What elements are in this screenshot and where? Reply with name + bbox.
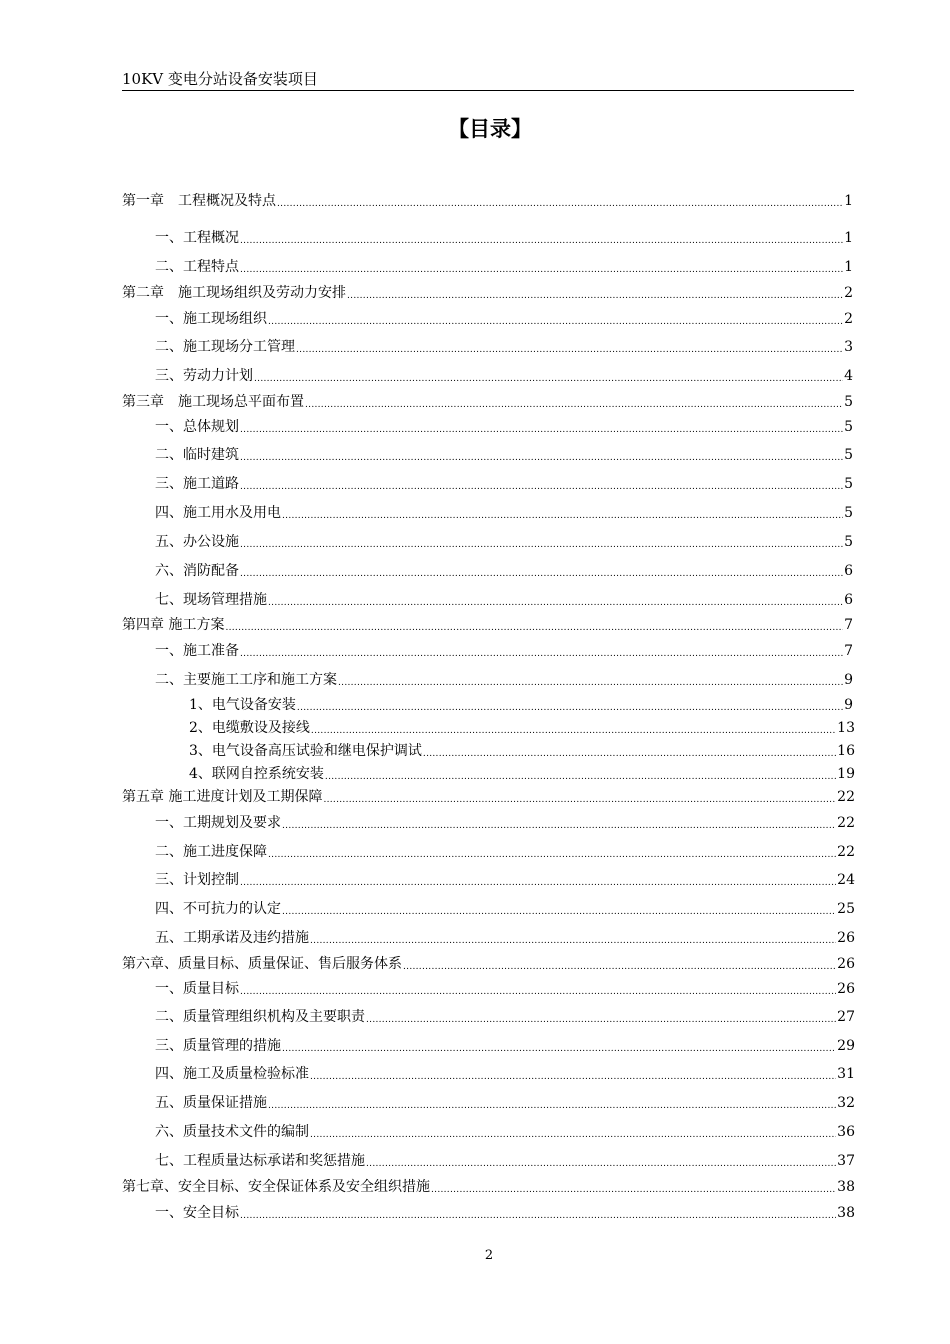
- toc-entry-page-number: 5: [844, 476, 853, 492]
- toc-entry[interactable]: [122, 191, 853, 211]
- toc-entry-page-number: 29: [837, 1038, 855, 1054]
- toc-dot-leader: [240, 451, 843, 465]
- toc-dot-leader: [431, 1183, 836, 1197]
- toc-dot-leader: [310, 1128, 836, 1142]
- toc-dot-leader: [240, 647, 843, 661]
- toc-entry-label: 一、工期规划及要求: [155, 815, 281, 831]
- toc-dot-leader: [296, 343, 843, 357]
- toc-entry[interactable]: [155, 813, 855, 833]
- toc-entry-page-number: 5: [844, 394, 853, 410]
- toc-entry-page-number: 22: [837, 844, 855, 860]
- toc-entry-page-number: 26: [837, 956, 855, 972]
- toc-entry-label: 五、工期承诺及违约措施: [155, 930, 309, 946]
- toc-entry-label: 四、施工及质量检验标准: [155, 1066, 309, 1082]
- toc-entry[interactable]: [155, 1151, 855, 1171]
- toc-entry[interactable]: [155, 842, 855, 862]
- toc-dot-leader: [268, 315, 843, 329]
- toc-entry-page-number: 22: [837, 815, 855, 831]
- toc-entry-label: 三、劳动力计划: [155, 368, 253, 384]
- toc-entry-label: 3、电气设备高压试验和继电保护调试: [189, 743, 422, 759]
- toc-entry[interactable]: [122, 392, 853, 412]
- toc-dot-leader: [282, 509, 843, 523]
- toc-entry-label: 二、施工进度保障: [155, 844, 267, 860]
- toc-entry[interactable]: [155, 870, 855, 890]
- toc-entry-label: 四、不可抗力的认定: [155, 901, 281, 917]
- toc-entry-page-number: 38: [837, 1205, 855, 1221]
- toc-entry-label: 一、安全目标: [155, 1205, 239, 1221]
- toc-entry-page-number: 9: [844, 697, 853, 713]
- toc-entry-page-number: 13: [837, 720, 855, 736]
- toc-entry[interactable]: [122, 954, 855, 974]
- toc-entry[interactable]: [155, 366, 853, 386]
- toc-dot-leader: [240, 263, 843, 277]
- toc-entry-page-number: 32: [837, 1095, 855, 1111]
- toc-entry-page-number: 4: [844, 368, 853, 384]
- toc-dot-leader: [347, 289, 843, 303]
- toc-entry-label: 六、消防配备: [155, 563, 239, 579]
- toc-entry-label: 二、工程特点: [155, 259, 239, 275]
- header-title: 10KV 变电分站设备安装项目: [122, 70, 318, 88]
- toc-dot-leader: [305, 398, 843, 412]
- toc-entry-label: 第二章 施工现场组织及劳动力安排: [122, 285, 346, 301]
- toc-dot-leader: [366, 1157, 836, 1171]
- toc-entry-page-number: 16: [837, 743, 855, 759]
- toc-dot-leader: [323, 793, 836, 807]
- toc-entry-label: 七、工程质量达标承诺和奖惩措施: [155, 1153, 365, 1169]
- toc-entry-label: 六、质量技术文件的编制: [155, 1124, 309, 1140]
- toc-entry-page-number: 5: [844, 419, 853, 435]
- toc-entry[interactable]: [189, 695, 853, 715]
- toc-entry-page-number: 22: [837, 789, 855, 805]
- toc-entry-label: 一、总体规划: [155, 419, 239, 435]
- toc-dot-leader: [240, 234, 843, 248]
- toc-entry-page-number: 38: [837, 1179, 855, 1195]
- toc-entry[interactable]: [155, 641, 853, 661]
- toc-entry[interactable]: [155, 1064, 855, 1084]
- toc-entry[interactable]: [189, 741, 855, 761]
- toc-entry-label: 七、现场管理措施: [155, 592, 267, 608]
- toc-entry-page-number: 7: [844, 617, 853, 633]
- header-divider: [122, 90, 854, 91]
- toc-dot-leader: [240, 985, 836, 999]
- toc-entry-page-number: 2: [844, 285, 853, 301]
- toc-dot-leader: [240, 423, 843, 437]
- toc-entry-label: 一、施工现场组织: [155, 311, 267, 327]
- toc-entry-label: 二、施工现场分工管理: [155, 339, 295, 355]
- toc-entry-page-number: 1: [844, 259, 853, 275]
- toc-entry[interactable]: [155, 257, 853, 277]
- toc-entry-label: 三、计划控制: [155, 872, 239, 888]
- toc-entry-page-number: 26: [837, 930, 855, 946]
- toc-dot-leader: [310, 934, 836, 948]
- toc-entry[interactable]: [155, 445, 853, 465]
- toc-entry-label: 五、质量保证措施: [155, 1095, 267, 1111]
- toc-entry[interactable]: [155, 1093, 855, 1113]
- toc-entry-label: 1、电气设备安装: [189, 697, 296, 713]
- toc-dot-leader: [240, 480, 843, 494]
- toc-entry[interactable]: [122, 283, 853, 303]
- toc-entry-page-number: 19: [837, 766, 855, 782]
- toc-dot-leader: [225, 621, 843, 635]
- toc-entry-page-number: 6: [844, 563, 853, 579]
- toc-entry[interactable]: [122, 1177, 855, 1197]
- toc-entry-label: 四、施工用水及用电: [155, 505, 281, 521]
- toc-entry-label: 第三章 施工现场总平面布置: [122, 394, 304, 410]
- toc-entry[interactable]: [155, 1122, 855, 1142]
- toc-entry-page-number: 25: [837, 901, 855, 917]
- toc-entry-page-number: 1: [844, 193, 853, 209]
- toc-entry-page-number: 26: [837, 981, 855, 997]
- toc-entry-label: 第一章 工程概况及特点: [122, 193, 276, 209]
- toc-entry-label: 三、施工道路: [155, 476, 239, 492]
- toc-dot-leader: [240, 876, 836, 890]
- toc-dot-leader: [311, 724, 836, 738]
- toc-entry-page-number: 37: [837, 1153, 855, 1169]
- toc-entry-label: 一、施工准备: [155, 643, 239, 659]
- toc-dot-leader: [366, 1013, 836, 1027]
- toc-dot-leader: [423, 747, 836, 761]
- toc-entry[interactable]: [155, 670, 853, 690]
- toc-entry[interactable]: [155, 1036, 855, 1056]
- toc-dot-leader: [338, 676, 843, 690]
- toc-entry[interactable]: [155, 979, 855, 999]
- toc-entry[interactable]: [122, 615, 853, 635]
- toc-entry[interactable]: [155, 417, 853, 437]
- toc-dot-leader: [240, 567, 843, 581]
- toc-title: 【目录】: [448, 117, 532, 141]
- toc-entry-page-number: 3: [844, 339, 853, 355]
- toc-entry[interactable]: [155, 561, 853, 581]
- toc-entry-page-number: 5: [844, 447, 853, 463]
- toc-dot-leader: [268, 1099, 836, 1113]
- toc-dot-leader: [282, 819, 836, 833]
- toc-dot-leader: [403, 960, 836, 974]
- toc-dot-leader: [268, 596, 843, 610]
- toc-entry[interactable]: [155, 590, 853, 610]
- toc-entry-label: 三、质量管理的措施: [155, 1038, 281, 1054]
- toc-dot-leader: [240, 1209, 836, 1223]
- toc-entry-label: 第七章、安全目标、安全保证体系及安全组织措施: [122, 1179, 430, 1195]
- toc-dot-leader: [310, 1070, 836, 1084]
- toc-entry-label: 4、联网自控系统安装: [189, 766, 324, 782]
- toc-entry-label: 二、临时建筑: [155, 447, 239, 463]
- toc-entry[interactable]: [155, 228, 853, 248]
- toc-entry-label: 五、办公设施: [155, 534, 239, 550]
- toc-entry[interactable]: [155, 503, 853, 523]
- toc-entry-label: 一、质量目标: [155, 981, 239, 997]
- toc-entry[interactable]: [189, 764, 855, 784]
- toc-entry-page-number: 24: [837, 872, 855, 888]
- toc-entry[interactable]: [155, 309, 853, 329]
- toc-entry-page-number: 27: [837, 1009, 855, 1025]
- toc-entry-page-number: 6: [844, 592, 853, 608]
- toc-entry[interactable]: [155, 474, 853, 494]
- toc-dot-leader: [268, 848, 836, 862]
- toc-entry-page-number: 2: [844, 311, 853, 327]
- toc-entry-label: 2、电缆敷设及接线: [189, 720, 310, 736]
- toc-dot-leader: [297, 701, 843, 715]
- toc-entry-label: 一、工程概况: [155, 230, 239, 246]
- toc-entry-page-number: 9: [844, 672, 853, 688]
- toc-entry[interactable]: [155, 532, 853, 552]
- toc-entry[interactable]: [155, 1203, 855, 1223]
- toc-entry-page-number: 7: [844, 643, 853, 659]
- toc-entry-page-number: 36: [837, 1124, 855, 1140]
- toc-dot-leader: [282, 905, 836, 919]
- toc-entry-label: 二、质量管理组织机构及主要职责: [155, 1009, 365, 1025]
- toc-entry-page-number: 31: [837, 1066, 855, 1082]
- toc-dot-leader: [240, 538, 843, 552]
- toc-entry-label: 第四章 施工方案: [122, 617, 225, 633]
- toc-entry[interactable]: [189, 718, 855, 738]
- toc-dot-leader: [254, 372, 843, 386]
- footer-page-number: 2: [484, 1248, 494, 1263]
- toc-entry-page-number: 5: [844, 505, 853, 521]
- toc-dot-leader: [277, 197, 843, 211]
- toc-entry[interactable]: [155, 899, 855, 919]
- toc-dot-leader: [282, 1042, 836, 1056]
- toc-entry[interactable]: [122, 787, 855, 807]
- toc-entry-label: 第六章、质量目标、质量保证、售后服务体系: [122, 956, 402, 972]
- toc-entry-page-number: 1: [844, 230, 853, 246]
- toc-entry[interactable]: [155, 928, 855, 948]
- toc-entry[interactable]: [155, 1007, 855, 1027]
- toc-entry-label: 二、主要施工工序和施工方案: [155, 672, 337, 688]
- toc-dot-leader: [325, 770, 836, 784]
- toc-entry-label: 第五章 施工进度计划及工期保障: [122, 789, 323, 805]
- toc-entry-page-number: 5: [844, 534, 853, 550]
- toc-entry[interactable]: [155, 337, 853, 357]
